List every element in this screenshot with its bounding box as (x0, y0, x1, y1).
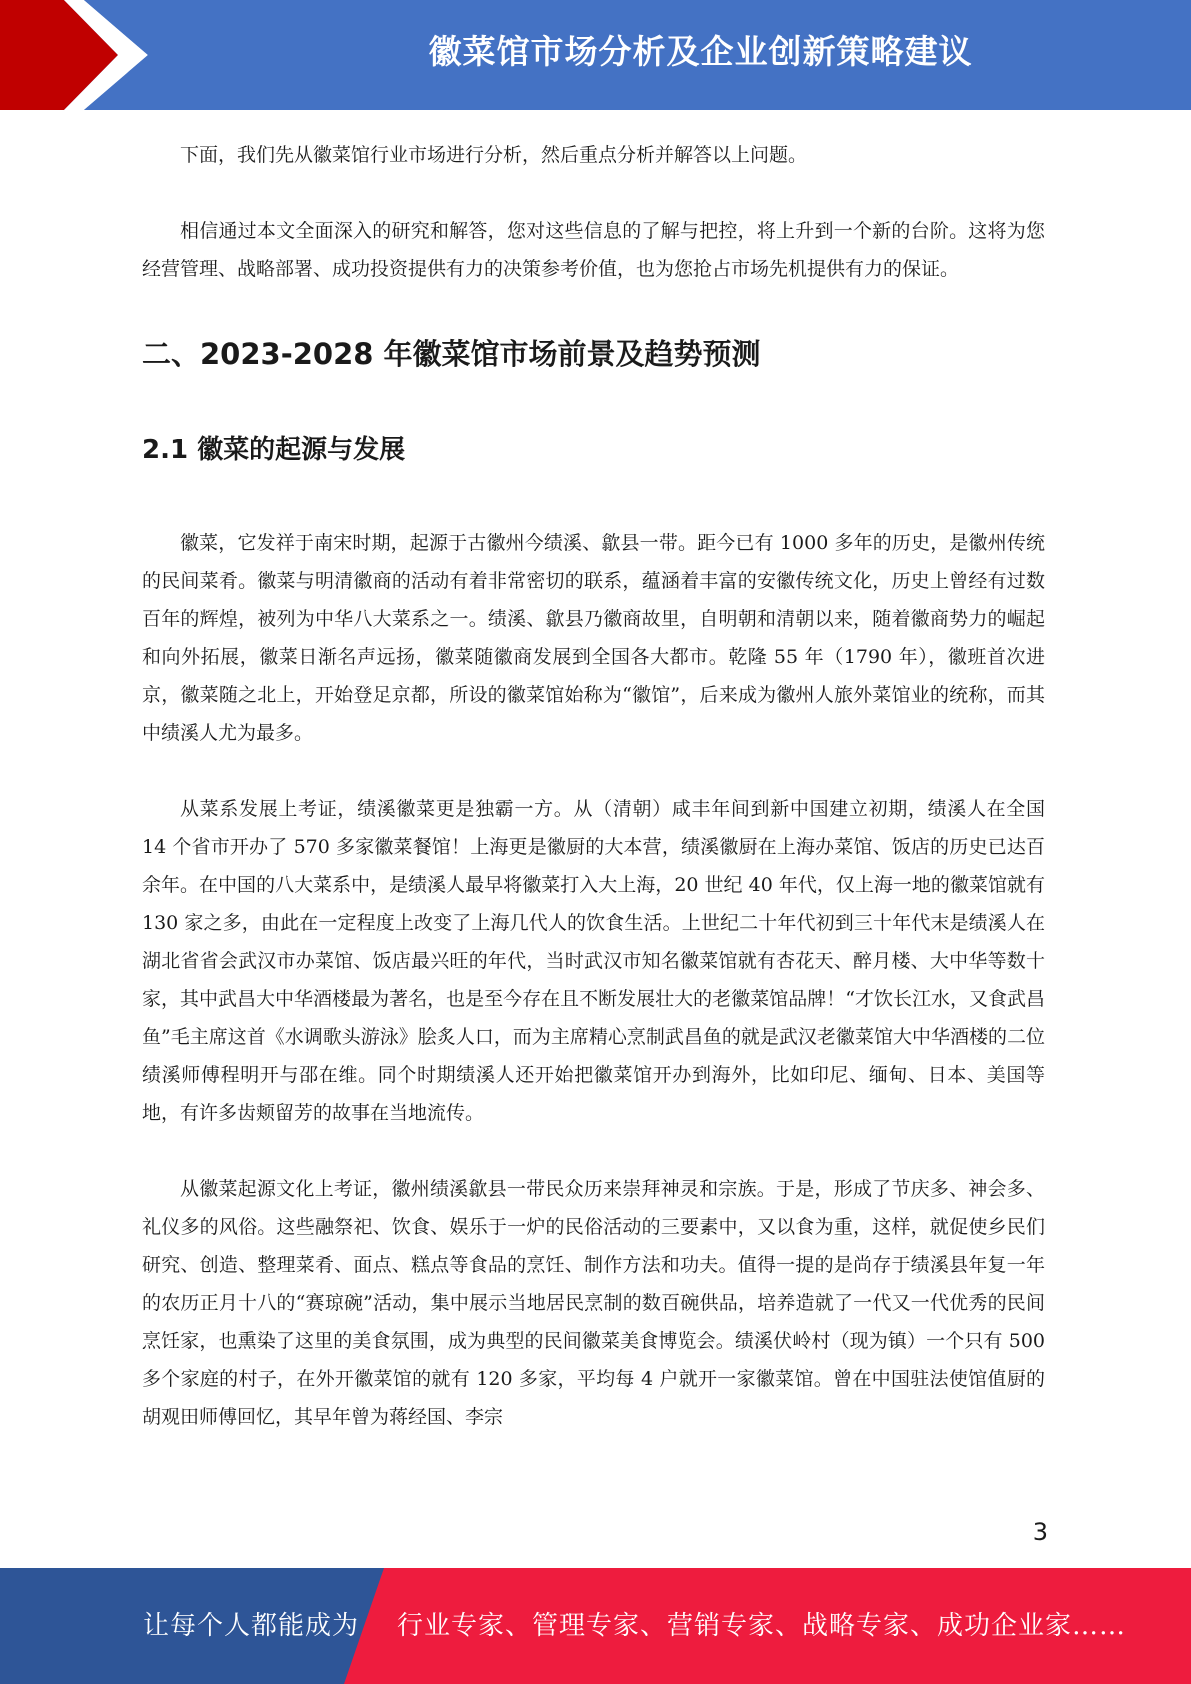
intro-paragraph: 相信通过本文全面深入的研究和解答，您对这些信息的了解与把控，将上升到一个新的台阶。这将为您经营管理、战略部署、成功投资提供有力的决策参考价值，也为您抢占市场先机提供有力的保证。 (142, 220, 1045, 280)
body-paragraph: 从菜系发展上考证，绩溪徽菜更是独霸一方。从（清朝）咸丰年间到新中国建立初期，绩溪人在全国 14 个省市开办了 570 多家徽菜餐馆！上海更是徽厨的大本营，绩溪徽厨在上海办菜馆、饭店的历史已达百余年。在中国的八大菜系中，是绩溪人最早将徽菜打入大上海，20 世纪 40 年代，仅上海一地的徽菜馆就有 130 家之多，由此在一定程度上改变了上海几代人的饮食生活。上世纪二十年代初到三十年代末是绩溪人在湖北省省会武汉市办菜馆、饭店最兴旺的年代，当时武汉市知名徽菜馆就有杏花天、醉月楼、大中华等数十家，其中武昌大中华酒楼最为著名，也是至今存在且不断发展壮大的老徽菜馆品牌！“才饮长江水，又食武昌鱼”毛主席这首《水调歌头游泳》脍炙人口，而为主席精心烹制武昌鱼的就是武汉老徽菜馆大中华酒楼的二位绩溪师傅程明开与邵在维。同个时期绩溪人还开始把徽菜馆开办到海外，比如印尼、缅甸、日本、美国等地，有许多齿颊留芳的故事在当地流传。 (142, 798, 1045, 1124)
footer-slogan-text: 行业专家、管理专家、营销专家、战略专家、成功企业家…… (397, 1611, 1127, 1641)
body-paragraph: 从徽菜起源文化上考证，徽州绩溪歙县一带民众历来崇拜神灵和宗族。于是，形成了节庆多、神会多、礼仪多的风俗。这些融祭祀、饮食、娱乐于一炉的民俗活动的三要素中，又以食为重，这样，就促使乡民们研究、创造、整理菜肴、面点、糕点等食品的烹饪、制作方法和功夫。值得一提的是尚存于绩溪县年复一年的农历正月十八的“赛琼碗”活动，集中展示当地居民烹制的数百碗供品，培养造就了一代又一代优秀的民间烹饪家，也熏染了这里的美食氛围，成为典型的民间徽菜美食博览会。绩溪伏岭村（现为镇）一个只有 500 多个家庭的村子，在外开徽菜馆的就有 120 多家，平均每 4 户就开一家徽菜馆。曾在中国驻法使馆值厨的胡观田师傅回忆，其早年曾为蒋经国、李宗 (142, 1178, 1045, 1428)
page-number: 3 (1032, 1518, 1048, 1546)
document-title: 徽菜馆市场分析及企业创新策略建议 (428, 32, 973, 71)
section-heading: 二、2023-2028 年徽菜馆市场前景及趋势预测 (142, 337, 761, 371)
page-header (0, 0, 1191, 110)
main-content (142, 130, 1045, 1436)
page-footer (0, 1568, 1191, 1684)
body-paragraph: 徽菜，它发祥于南宋时期，起源于古徽州今绩溪、歙县一带。距今已有 1000 多年的历史，是徽州传统的民间菜肴。徽菜与明清徽商的活动有着非常密切的联系，蕴涵着丰富的安徽传统文化，历史上曾经有过数百年的辉煌，被列为中华八大菜系之一。绩溪、歙县乃徽商故里，自明朝和清朝以来，随着徽商势力的崛起和向外拓展，徽菜日渐名声远扬，徽菜随徽商发展到全国各大都市。乾隆 55 年（1790 年），徽班首次进京，徽菜随之北上，开始登足京都，所设的徽菜馆始称为“徽馆”，后来成为徽州人旅外菜馆业的统称，而其中绩溪人尤为最多。 (142, 532, 1045, 744)
intro-paragraph: 下面，我们先从徽菜馆行业市场进行分析，然后重点分析并解答以上问题。 (180, 144, 808, 166)
subsection-heading: 2.1 徽菜的起源与发展 (142, 435, 406, 465)
footer-lead-text: 让每个人都能成为 (143, 1611, 360, 1641)
header-chevron-decoration (0, 0, 160, 110)
